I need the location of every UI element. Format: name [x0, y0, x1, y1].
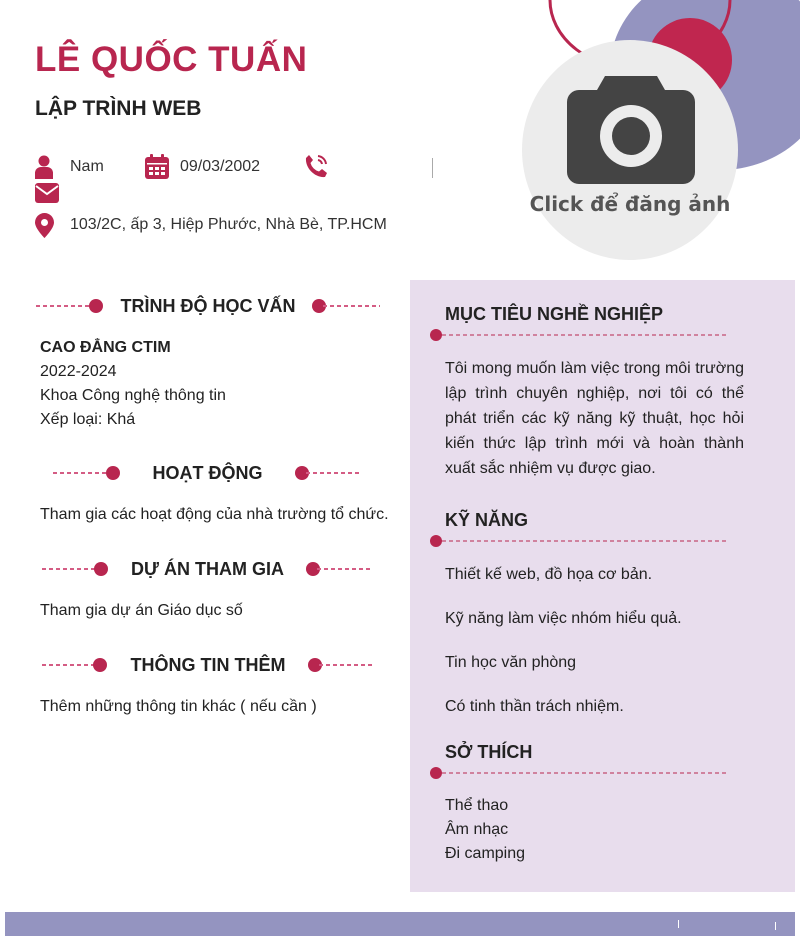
location-icon: [35, 213, 54, 238]
photo-caption: Click để đăng ảnh: [529, 192, 731, 216]
skills-heading: KỸ NĂNG: [445, 510, 529, 530]
hobby-item: Thể thao: [445, 797, 509, 814]
activities-heading: [53, 459, 362, 489]
phone-icon: [304, 154, 328, 178]
skill-item: Có tinh thần trách nhiệm.: [445, 698, 624, 715]
birthday: 09/03/2002: [180, 158, 261, 175]
extra-heading-text: THÔNG TIN THÊM: [130, 655, 286, 675]
projects-text: Tham gia dự án Giáo dục số: [40, 602, 243, 619]
projects-heading: [42, 555, 373, 585]
education-heading: [36, 292, 380, 322]
faculty: Khoa Công nghệ thông tin: [40, 387, 226, 404]
hobbies-heading: SỞ THÍCH: [445, 742, 533, 762]
photo-upload[interactable]: [522, 40, 738, 260]
heading-divider: [430, 534, 730, 548]
job-title: LẬP TRÌNH WEB: [35, 97, 202, 120]
heading-divider: [430, 328, 730, 342]
projects-heading-text: DỰ ÁN THAM GIA: [131, 559, 284, 579]
phone-number[interactable]: [340, 158, 433, 178]
address: 103/2C, ấp 3, Hiệp Phước, Nhà Bè, TP.HCM: [70, 216, 387, 233]
footer-tick: [678, 920, 679, 928]
grade: Xếp loại: Khá: [40, 411, 136, 428]
school-name: CAO ĐẲNG CTIM: [40, 339, 171, 356]
mail-icon: [35, 183, 59, 203]
school-years: 2022-2024: [40, 363, 117, 380]
person-icon: [35, 155, 53, 179]
skill-item: Thiết kế web, đồ họa cơ bản.: [445, 566, 653, 583]
activities-text: Tham gia các hoạt động của nhà trường tổ chức.: [40, 506, 389, 523]
heading-divider: [430, 766, 730, 780]
objective-heading: MỤC TIÊU NGHỀ NGHIỆP: [445, 304, 664, 324]
footer-bar: [5, 912, 795, 936]
extra-text: Thêm những thông tin khác ( nếu cần ): [40, 698, 317, 715]
camera-icon: [565, 72, 697, 186]
footer-tick: [775, 922, 776, 930]
skill-item: Kỹ năng làm việc nhóm hiểu quả.: [445, 610, 682, 627]
skill-item: Tin học văn phòng: [445, 654, 577, 671]
activities-heading-text: HOẠT ĐỘNG: [152, 463, 263, 483]
candidate-name: LÊ QUỐC TUẤN: [35, 40, 308, 79]
right-panel: [410, 280, 795, 892]
hobby-item: Âm nhạc: [445, 821, 509, 838]
hobby-item: Đi camping: [445, 845, 526, 862]
education-heading-text: TRÌNH ĐỘ HỌC VẤN: [120, 296, 296, 316]
extra-heading: [42, 651, 374, 681]
objective-text: Tôi mong muốn làm việc trong môi trường lập trình chuyên nghiệp, nơi tôi có thể phát triển các kỹ năng kỹ thuật, học hỏi kiến thức lập trình mới và hoàn thành xuất sắc nhiệm vụ được giao.: [445, 360, 744, 477]
gender: Nam: [70, 158, 104, 175]
calendar-icon: [145, 154, 169, 179]
